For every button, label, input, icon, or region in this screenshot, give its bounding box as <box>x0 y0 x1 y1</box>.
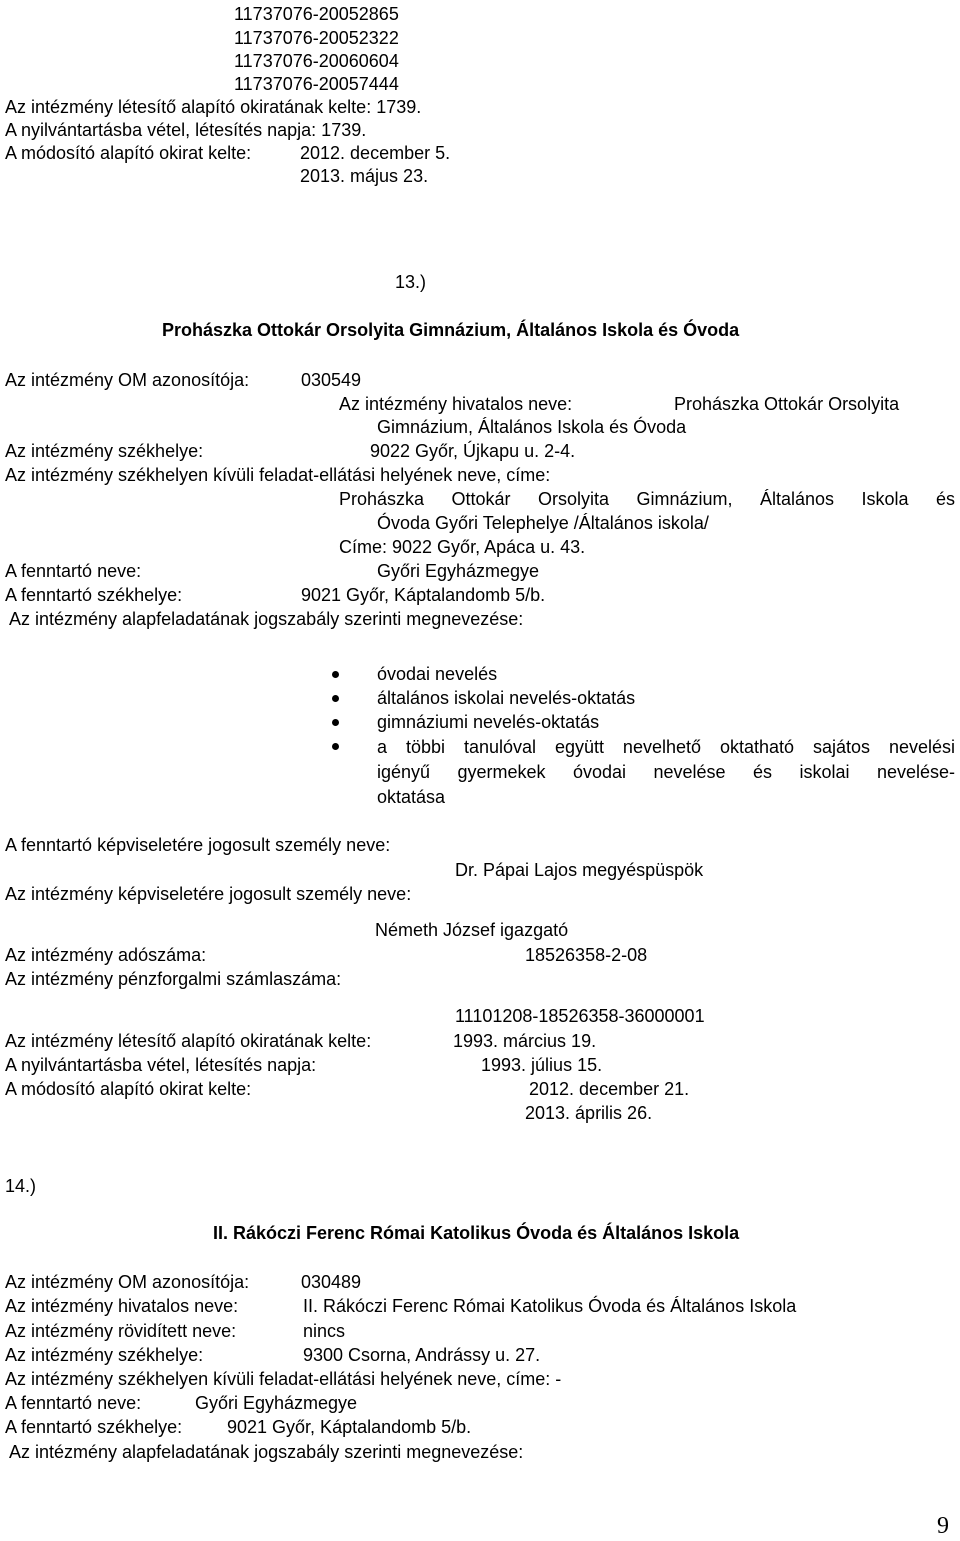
registration-date-label: A nyilvántartásba vétel, létesítés napja: <box>5 1055 317 1075</box>
om-value: 030549 <box>301 370 362 390</box>
institution-rep-value: Németh József igazgató <box>375 920 569 940</box>
task-item-2: általános iskolai nevelés-oktatás <box>377 688 636 708</box>
maintainer-seat-label: A fenntartó székhelye: <box>5 1417 183 1437</box>
maintainer-name-value: Győri Egyházmegye <box>195 1393 358 1413</box>
maintainer-rep-label: A fenntartó képviseletére jogosult személy neve: <box>5 835 391 855</box>
account-number-1: 11737076-20052865 <box>234 4 399 24</box>
account-number-4: 11737076-20057444 <box>234 74 399 94</box>
seat-label: Az intézmény székhelye: <box>5 1345 204 1365</box>
amend-date-value-2: 2013. április 26. <box>525 1103 653 1123</box>
amend-date-value-1: 2012. december 21. <box>529 1079 690 1099</box>
bullet-icon <box>332 743 339 750</box>
maintainer-seat-label: A fenntartó székhelye: <box>5 585 183 605</box>
om-value: 030489 <box>301 1272 362 1292</box>
section-14-title: II. Rákóczi Ferenc Római Katolikus Óvoda és Általános Iskola <box>213 1223 740 1243</box>
om-label: Az intézmény OM azonosítója: <box>5 1272 250 1292</box>
site-label: Az intézmény székhelyen kívüli feladat-ellátási helyének neve, címe: <box>5 465 551 485</box>
task-item-4-line-2: igényű gyermekek óvodai nevelése és iskolai nevelése- <box>377 762 955 782</box>
maintainer-name-value: Győri Egyházmegye <box>377 561 540 581</box>
amend-date-label: A módosító alapító okirat kelte: <box>5 143 252 163</box>
section-13-title: Prohászka Ottokár Orsolyita Gimnázium, Általános Iskola és Óvoda <box>162 320 740 340</box>
account-number-2: 11737076-20052322 <box>234 28 399 48</box>
seat-label: Az intézmény székhelye: <box>5 441 204 461</box>
section-14-number: 14.) <box>5 1176 37 1196</box>
tasks-label: Az intézmény alapfeladatának jogszabály szerinti megnevezése: <box>9 609 524 629</box>
maintainer-rep-value: Dr. Pápai Lajos megyéspüspök <box>455 860 704 880</box>
tasks-label: Az intézmény alapfeladatának jogszabály szerinti megnevezése: <box>9 1442 524 1462</box>
amend-date-label: A módosító alapító okirat kelte: <box>5 1079 252 1099</box>
amend-date-2: 2013. május 23. <box>300 166 429 186</box>
maintainer-name-label: A fenntartó neve: <box>5 561 142 581</box>
maintainer-seat-value: 9021 Győr, Káptalandomb 5/b. <box>301 585 546 605</box>
site-value-2: Óvoda Győri Telephelye /Általános iskola/ <box>377 513 709 533</box>
tax-number-value: 18526358-2-08 <box>525 945 648 965</box>
official-name-label: Az intézmény hivatalos neve: <box>5 1296 239 1316</box>
task-item-4-line-1: a többi tanulóval együtt nevelhető oktatható sajátos nevelési <box>377 737 955 757</box>
site-value-1: Prohászka Ottokár Orsolyita Gimnázium, Általános Iskola és <box>339 489 955 509</box>
om-label: Az intézmény OM azonosítója: <box>5 370 250 390</box>
bank-account-label: Az intézmény pénzforgalmi számlaszáma: <box>5 969 342 989</box>
page-number: 9 <box>937 1513 949 1539</box>
founding-date-value: 1993. március 19. <box>453 1031 597 1051</box>
task-item-1: óvodai nevelés <box>377 664 498 684</box>
account-number-3: 11737076-20060604 <box>234 51 399 71</box>
tax-number-label: Az intézmény adószáma: <box>5 945 207 965</box>
seat-value: 9022 Győr, Újkapu u. 2-4. <box>370 441 576 461</box>
registration-date-value: 1993. július 15. <box>481 1055 603 1075</box>
bank-account-value: 11101208-18526358-36000001 <box>455 1006 705 1026</box>
short-name-label: Az intézmény rövidített neve: <box>5 1321 237 1341</box>
section-13-number: 13.) <box>395 272 427 292</box>
amend-date-1: 2012. december 5. <box>300 143 451 163</box>
seat-value: 9300 Csorna, Andrássy u. 27. <box>303 1345 541 1365</box>
site-value-3: Címe: 9022 Győr, Apáca u. 43. <box>339 537 586 557</box>
maintainer-name-label: A fenntartó neve: <box>5 1393 142 1413</box>
site-label: Az intézmény székhelyen kívüli feladat-ellátási helyének neve, címe: - <box>5 1369 562 1389</box>
task-item-4-line-3: oktatása <box>377 787 446 807</box>
official-name-value: II. Rákóczi Ferenc Római Katolikus Óvoda és Általános Iskola <box>303 1296 797 1316</box>
short-name-value: nincs <box>303 1321 346 1341</box>
maintainer-seat-value: 9021 Győr, Káptalandomb 5/b. <box>227 1417 472 1437</box>
institution-rep-label: Az intézmény képviseletére jogosult személy neve: <box>5 884 412 904</box>
founding-date-label: Az intézmény létesítő alapító okiratának kelte: <box>5 1031 372 1051</box>
bullet-icon <box>332 719 339 726</box>
bullet-icon <box>332 695 339 702</box>
task-item-3: gimnáziumi nevelés-oktatás <box>377 712 600 732</box>
bullet-icon <box>332 671 339 678</box>
official-name-value-2: Gimnázium, Általános Iskola és Óvoda <box>377 417 687 437</box>
registration-date-line: A nyilvántartásba vétel, létesítés napja: 1739. <box>5 120 367 140</box>
official-name-label: Az intézmény hivatalos neve: <box>339 394 573 414</box>
official-name-value-1: Prohászka Ottokár Orsolyita <box>674 394 900 414</box>
founding-date-line: Az intézmény létesítő alapító okiratának kelte: 1739. <box>5 97 422 117</box>
